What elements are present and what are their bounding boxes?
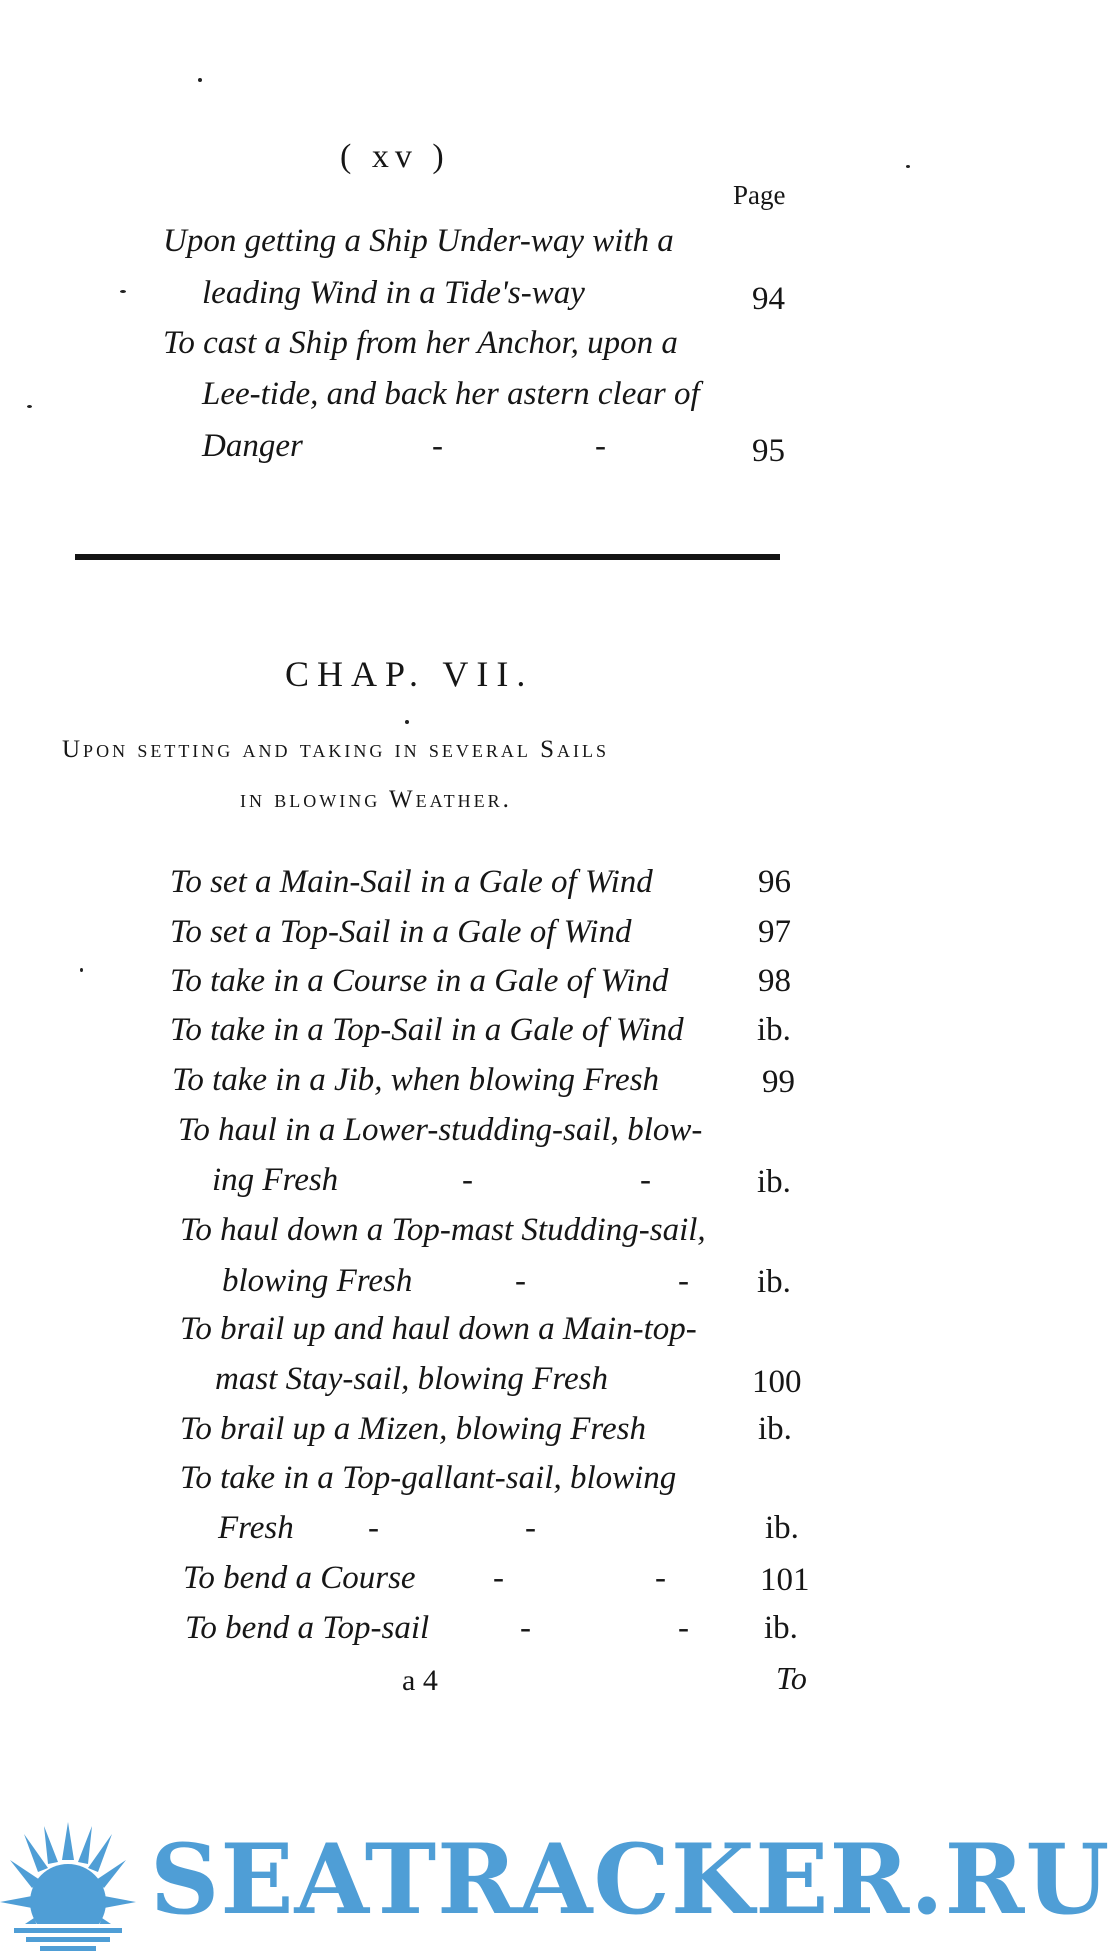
leader-dash: - [655, 1560, 666, 1596]
toc-page-number: ib. [764, 1610, 798, 1646]
toc-page-number: ib. [758, 1411, 792, 1447]
toc-page-number: 97 [758, 914, 791, 950]
toc-entry-line: To take in a Top-Sail in a Gale of Wind [170, 1012, 684, 1048]
catchword: To [776, 1660, 807, 1696]
page-column-label: Page [733, 180, 786, 210]
toc-entry-line: To brail up and haul down a Main-top- [180, 1311, 697, 1347]
scan-speck [27, 405, 32, 408]
toc-entry-line: To bend a Course [183, 1560, 416, 1596]
toc-page-number: 96 [758, 864, 791, 900]
toc-page-number: 98 [758, 963, 791, 999]
toc-entry-line: leading Wind in a Tide's-way [202, 275, 585, 311]
toc-entry-line: To haul in a Lower-studding-sail, blow- [178, 1112, 703, 1148]
leader-dash: - [525, 1510, 536, 1546]
toc-page-number: 99 [762, 1064, 795, 1100]
toc-page-number: ib. [757, 1012, 791, 1048]
toc-entry-line: blowing Fresh [222, 1263, 413, 1299]
toc-entry-line: Danger [202, 428, 303, 464]
toc-entry-line: To set a Top-Sail in a Gale of Wind [170, 914, 632, 950]
leader-dash: - [595, 428, 606, 464]
scan-speck [906, 165, 910, 168]
toc-entry-line: To take in a Top-gallant-sail, blowing [180, 1460, 677, 1496]
watermark-text: SEATRACKER.RU [150, 1823, 1110, 1936]
leader-dash: - [493, 1560, 504, 1596]
toc-entry-line: To cast a Ship from her Anchor, upon a [163, 325, 678, 361]
toc-page-number: 100 [752, 1364, 802, 1400]
toc-entry-line: Lee-tide, and back her astern clear of [202, 376, 700, 412]
scan-speck [80, 968, 83, 972]
toc-entry-line: Fresh [218, 1510, 294, 1546]
leader-dash: - [520, 1610, 531, 1646]
toc-entry-line: To bend a Top-sail [185, 1610, 430, 1646]
leader-dash: - [640, 1162, 651, 1198]
chapter-subtitle-line: in blowing Weather. [240, 786, 512, 813]
scan-speck [120, 290, 126, 293]
toc-page-number: ib. [757, 1264, 791, 1300]
toc-entry-line: To take in a Course in a Gale of Wind [170, 963, 669, 999]
toc-entry-line: To take in a Jib, when blowing Fresh [172, 1062, 660, 1098]
toc-entry-line: Upon getting a Ship Under-way with a [163, 223, 674, 259]
sun-icon [0, 1820, 150, 1957]
leader-dash: - [432, 428, 443, 464]
leader-dash: - [462, 1162, 473, 1198]
signature-mark: a 4 [402, 1664, 438, 1697]
toc-entry-line: To set a Main-Sail in a Gale of Wind [170, 864, 653, 900]
toc-page-number: 101 [760, 1562, 810, 1598]
scan-speck [198, 78, 202, 82]
chapter-subtitle-line: Upon setting and taking in several Sails [62, 736, 609, 763]
toc-page-number: 95 [752, 433, 785, 469]
toc-entry-line: To haul down a Top-mast Studding-sail, [180, 1212, 706, 1248]
toc-page-number: 94 [752, 281, 785, 317]
leader-dash: - [678, 1263, 689, 1299]
leader-dash: - [515, 1263, 526, 1299]
chapter-heading: CHAP. VII. [285, 654, 534, 694]
toc-page-number: ib. [757, 1164, 791, 1200]
page-header-numeral: ( xv ) [340, 138, 450, 175]
scan-speck [405, 720, 409, 724]
leader-dash: - [368, 1510, 379, 1546]
toc-entry-line: mast Stay-sail, blowing Fresh [215, 1361, 608, 1397]
toc-entry-line: ing Fresh [212, 1162, 339, 1198]
toc-page-number: ib. [765, 1510, 799, 1546]
leader-dash: - [678, 1610, 689, 1646]
toc-entry-line: To brail up a Mizen, blowing Fresh [180, 1411, 647, 1447]
section-rule [75, 554, 780, 560]
